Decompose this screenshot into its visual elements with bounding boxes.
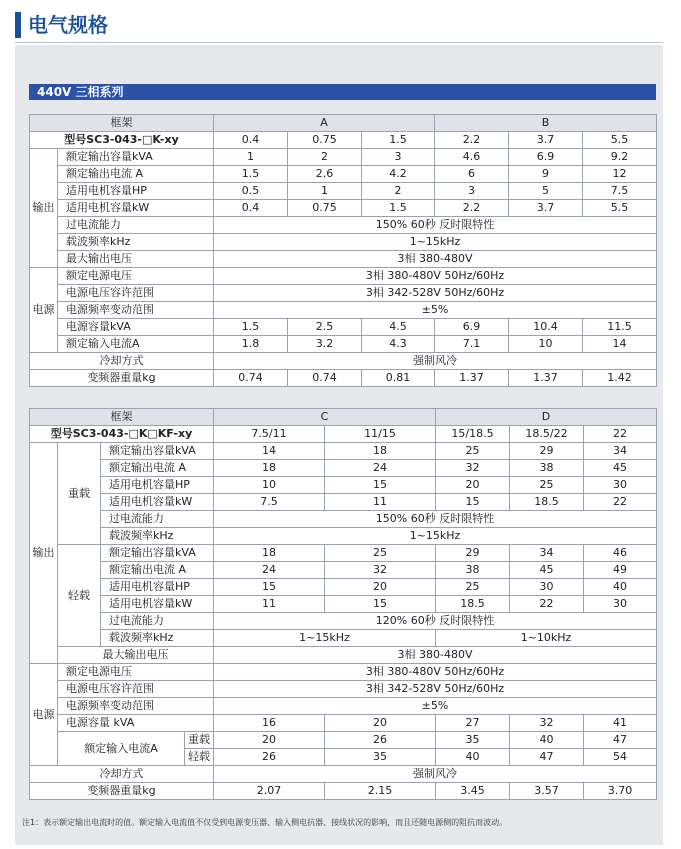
output-group-label: 输出 — [30, 149, 58, 268]
merged-value: ±5% — [214, 302, 657, 319]
value-cell: 12 — [583, 166, 657, 183]
value-cell: 1.8 — [214, 336, 288, 353]
value-cell: 2 — [362, 183, 435, 200]
value-cell: 1.5 — [214, 319, 288, 336]
table-row — [30, 494, 657, 511]
model-cell: 22 — [584, 426, 657, 443]
frame-d: D — [436, 409, 657, 426]
value-cell: 1.5 — [214, 166, 288, 183]
title-accent-bar — [15, 12, 21, 38]
value-cell: 11 — [214, 596, 325, 613]
value-cell: 34 — [584, 443, 657, 460]
value-cell: 41 — [584, 715, 657, 732]
model-label: 型号SC3-043-□K□KF-xy — [30, 426, 214, 443]
value-cell: 0.74 — [288, 370, 362, 387]
value-cell: 30 — [510, 579, 584, 596]
row-label: 额定输入电流A — [58, 336, 214, 353]
model-cell: 5.5 — [583, 132, 657, 149]
value-cell: 0.4 — [214, 200, 288, 217]
table-row — [30, 766, 657, 783]
spec-table-440v-a-b — [29, 114, 657, 387]
row-label: 适用电机容量HP — [101, 477, 214, 494]
value-cell: 15 — [325, 596, 436, 613]
value-cell: 35 — [325, 749, 436, 766]
table-row — [30, 443, 657, 460]
value-cell: 5 — [509, 183, 583, 200]
merged-value: 1~15kHz — [214, 528, 657, 545]
spec-table-440v-c-d — [29, 408, 657, 800]
merged-value: 1~10kHz — [436, 630, 657, 647]
table-row — [30, 336, 657, 353]
row-label: 额定输出容量kVA — [58, 149, 214, 166]
value-cell: 30 — [584, 596, 657, 613]
row-label: 电源电压容许范围 — [58, 681, 214, 698]
value-cell: 32 — [510, 715, 584, 732]
frame-b: B — [435, 115, 657, 132]
value-cell: 30 — [584, 477, 657, 494]
value-cell: 18 — [214, 460, 325, 477]
maxv-label: 最大输出电压 — [58, 647, 214, 664]
value-cell: 3.7 — [509, 200, 583, 217]
table-row — [30, 200, 657, 217]
value-cell: 6.9 — [509, 149, 583, 166]
model-cell: 3.7 — [509, 132, 583, 149]
value-cell: 47 — [584, 732, 657, 749]
row-label: 电源频率变动范围 — [58, 698, 214, 715]
value-cell: 6.9 — [435, 319, 509, 336]
value-cell: 2.2 — [435, 200, 509, 217]
model-row — [30, 426, 657, 443]
row-label: 适用电机容量kW — [58, 200, 214, 217]
row-label: 电源电压容许范围 — [58, 285, 214, 302]
value-cell: 20 — [325, 715, 436, 732]
value-cell: 40 — [510, 732, 584, 749]
row-label: 过电流能力 — [101, 511, 214, 528]
merged-value: ±5% — [214, 698, 657, 715]
table-row — [30, 251, 657, 268]
table-row — [30, 166, 657, 183]
footnote: 注1：表示额定输出电流时的值。额定输入电流值不仅受到电源变压器、输入侧电抗器、接线状况的影响，而且还随电源侧的阻抗而波动。 — [22, 818, 508, 827]
merged-value: 3相 380-480V — [214, 251, 657, 268]
frame-row — [30, 115, 657, 132]
value-cell: 11.5 — [583, 319, 657, 336]
weight-label: 变频器重量kg — [30, 370, 214, 387]
row-label: 电源频率变动范围 — [58, 302, 214, 319]
value-cell: 22 — [510, 596, 584, 613]
value-cell: 10 — [509, 336, 583, 353]
row-label: 额定输出容量kVA — [101, 545, 214, 562]
value-cell: 24 — [214, 562, 325, 579]
cooling-label: 冷却方式 — [30, 766, 214, 783]
row-label: 额定输出电流 A — [101, 460, 214, 477]
value-cell: 0.74 — [214, 370, 288, 387]
merged-value: 强制风冷 — [214, 353, 657, 370]
value-cell: 1 — [288, 183, 362, 200]
value-cell: 27 — [436, 715, 510, 732]
value-cell: 7.5 — [214, 494, 325, 511]
value-cell: 4.5 — [362, 319, 435, 336]
merged-value: 3相 342-528V 50Hz/60Hz — [214, 285, 657, 302]
model-cell: 15/18.5 — [436, 426, 510, 443]
value-cell: 1.37 — [509, 370, 583, 387]
light-sub-label: 轻载 — [185, 749, 214, 766]
value-cell: 40 — [436, 749, 510, 766]
power-group-label: 电源 — [30, 664, 58, 766]
value-cell: 40 — [584, 579, 657, 596]
heavy-sub-label: 重载 — [185, 732, 214, 749]
value-cell: 47 — [510, 749, 584, 766]
value-cell: 7.1 — [435, 336, 509, 353]
merged-value: 150% 60秒 反时限特性 — [214, 217, 657, 234]
row-label: 过电流能力 — [58, 217, 214, 234]
row-label: 适用电机容量HP — [58, 183, 214, 200]
table-row — [30, 234, 657, 251]
row-label: 载波频率kHz — [58, 234, 214, 251]
value-cell: 25 — [510, 477, 584, 494]
model-cell: 1.5 — [362, 132, 435, 149]
value-cell: 29 — [436, 545, 510, 562]
power-group-label: 电源 — [30, 268, 58, 353]
section-title: 440V 三相系列 — [29, 84, 656, 100]
value-cell: 3.57 — [510, 783, 584, 800]
merged-value: 3相 380-480V 50Hz/60Hz — [214, 664, 657, 681]
row-label: 额定输出容量kVA — [101, 443, 214, 460]
frame-c: C — [214, 409, 436, 426]
value-cell: 25 — [436, 579, 510, 596]
value-cell: 22 — [584, 494, 657, 511]
value-cell: 18.5 — [510, 494, 584, 511]
table-row — [30, 511, 657, 528]
value-cell: 54 — [584, 749, 657, 766]
value-cell: 25 — [325, 545, 436, 562]
merged-value: 强制风冷 — [214, 766, 657, 783]
table-row — [30, 217, 657, 234]
value-cell: 34 — [510, 545, 584, 562]
table-row — [30, 647, 657, 664]
table-row — [30, 545, 657, 562]
value-cell: 18 — [325, 443, 436, 460]
value-cell: 9 — [509, 166, 583, 183]
model-cell: 7.5/11 — [214, 426, 325, 443]
row-label: 适用电机容量HP — [101, 579, 214, 596]
model-cell: 0.4 — [214, 132, 288, 149]
frame-label: 框架 — [30, 115, 214, 132]
model-row — [30, 132, 657, 149]
value-cell: 3.2 — [288, 336, 362, 353]
value-cell: 29 — [510, 443, 584, 460]
value-cell: 10 — [214, 477, 325, 494]
merged-value: 120% 60秒 反时限特性 — [214, 613, 657, 630]
value-cell: 14 — [583, 336, 657, 353]
value-cell: 3.70 — [584, 783, 657, 800]
row-label: 载波频率kHz — [101, 630, 214, 647]
value-cell: 9.2 — [583, 149, 657, 166]
value-cell: 5.5 — [583, 200, 657, 217]
value-cell: 0.81 — [362, 370, 435, 387]
value-cell: 7.5 — [583, 183, 657, 200]
page-title: 电气规格 — [28, 13, 108, 37]
value-cell: 38 — [510, 460, 584, 477]
row-label: 电源容量kVA — [58, 319, 214, 336]
value-cell: 3 — [435, 183, 509, 200]
model-cell: 0.75 — [288, 132, 362, 149]
value-cell: 1.5 — [362, 200, 435, 217]
value-cell: 2.5 — [288, 319, 362, 336]
row-label: 额定输出电流 A — [58, 166, 214, 183]
table-row — [30, 370, 657, 387]
value-cell: 2.07 — [214, 783, 325, 800]
merged-value: 3相 380-480V — [214, 647, 657, 664]
frame-a: A — [214, 115, 435, 132]
value-cell: 15 — [214, 579, 325, 596]
table-row — [30, 579, 657, 596]
value-cell: 15 — [436, 494, 510, 511]
merged-value: 3相 342-528V 50Hz/60Hz — [214, 681, 657, 698]
table-row — [30, 698, 657, 715]
input-current-label: 额定输入电流A — [58, 732, 185, 766]
model-cell: 18.5/22 — [510, 426, 584, 443]
table-row — [30, 268, 657, 285]
value-cell: 10.4 — [509, 319, 583, 336]
value-cell: 2 — [288, 149, 362, 166]
output-group-label: 输出 — [30, 443, 58, 664]
table-row — [30, 477, 657, 494]
merged-value: 3相 380-480V 50Hz/60Hz — [214, 268, 657, 285]
value-cell: 15 — [325, 477, 436, 494]
frame-row — [30, 409, 657, 426]
table-row — [30, 302, 657, 319]
value-cell: 1 — [214, 149, 288, 166]
merged-value: 1~15kHz — [214, 630, 436, 647]
value-cell: 0.75 — [288, 200, 362, 217]
value-cell: 4.6 — [435, 149, 509, 166]
table-row — [30, 528, 657, 545]
value-cell: 4.3 — [362, 336, 435, 353]
row-label: 适用电机容量kW — [101, 494, 214, 511]
cooling-label: 冷却方式 — [30, 353, 214, 370]
value-cell: 16 — [214, 715, 325, 732]
merged-value: 1~15kHz — [214, 234, 657, 251]
table-row — [30, 783, 657, 800]
weight-label: 变频器重量kg — [30, 783, 214, 800]
value-cell: 14 — [214, 443, 325, 460]
value-cell: 3 — [362, 149, 435, 166]
value-cell: 18 — [214, 545, 325, 562]
value-cell: 0.5 — [214, 183, 288, 200]
value-cell: 4.2 — [362, 166, 435, 183]
value-cell: 1.37 — [435, 370, 509, 387]
row-label: 电源容量 kVA — [58, 715, 214, 732]
table-row — [30, 285, 657, 302]
value-cell: 3.45 — [436, 783, 510, 800]
value-cell: 20 — [436, 477, 510, 494]
table-row — [30, 596, 657, 613]
row-label: 过电流能力 — [101, 613, 214, 630]
value-cell: 20 — [325, 579, 436, 596]
model-label: 型号SC3-043-□K-xy — [30, 132, 214, 149]
model-cell: 2.2 — [435, 132, 509, 149]
value-cell: 26 — [325, 732, 436, 749]
row-label: 最大输出电压 — [58, 251, 214, 268]
heavy-load-label: 重载 — [58, 443, 101, 545]
value-cell: 49 — [584, 562, 657, 579]
light-load-label: 轻载 — [58, 545, 101, 647]
row-label: 额定电源电压 — [58, 268, 214, 285]
value-cell: 32 — [325, 562, 436, 579]
value-cell: 2.6 — [288, 166, 362, 183]
value-cell: 24 — [325, 460, 436, 477]
value-cell: 26 — [214, 749, 325, 766]
table-row — [30, 664, 657, 681]
value-cell: 6 — [435, 166, 509, 183]
frame-label: 框架 — [30, 409, 214, 426]
table-row — [30, 613, 657, 630]
title-divider — [15, 42, 663, 43]
value-cell: 1.42 — [583, 370, 657, 387]
row-label: 额定输出电流 A — [101, 562, 214, 579]
value-cell: 45 — [584, 460, 657, 477]
row-label: 额定电源电压 — [58, 664, 214, 681]
table-row — [30, 681, 657, 698]
model-cell: 11/15 — [325, 426, 436, 443]
table-row — [30, 460, 657, 477]
table-row — [30, 732, 657, 749]
table-row — [30, 630, 657, 647]
row-label: 适用电机容量kW — [101, 596, 214, 613]
table-row — [30, 715, 657, 732]
value-cell: 38 — [436, 562, 510, 579]
value-cell: 35 — [436, 732, 510, 749]
table-row — [30, 149, 657, 166]
value-cell: 32 — [436, 460, 510, 477]
table-row — [30, 353, 657, 370]
value-cell: 25 — [436, 443, 510, 460]
value-cell: 20 — [214, 732, 325, 749]
value-cell: 2.15 — [325, 783, 436, 800]
value-cell: 45 — [510, 562, 584, 579]
value-cell: 11 — [325, 494, 436, 511]
table-row — [30, 319, 657, 336]
value-cell: 46 — [584, 545, 657, 562]
merged-value: 150% 60秒 反时限特性 — [214, 511, 657, 528]
table-row — [30, 183, 657, 200]
value-cell: 18.5 — [436, 596, 510, 613]
row-label: 载波频率kHz — [101, 528, 214, 545]
table-row — [30, 562, 657, 579]
